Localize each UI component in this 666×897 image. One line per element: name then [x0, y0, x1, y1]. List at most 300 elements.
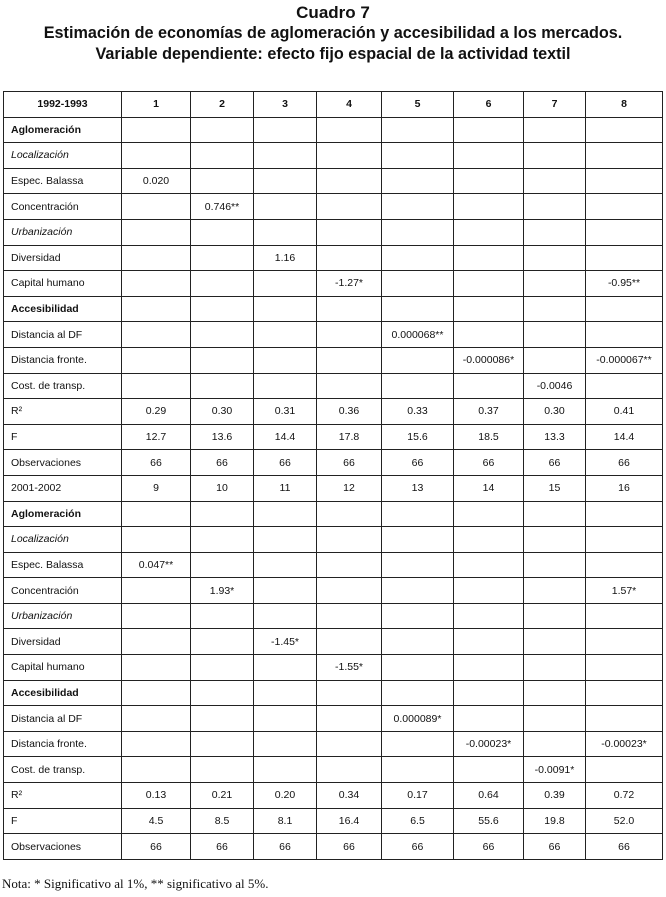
- value-cell: [317, 194, 382, 220]
- value-cell: [122, 219, 191, 245]
- value-cell: 11: [254, 475, 317, 501]
- value-cell: [191, 168, 254, 194]
- row-label-cell: Accesibilidad: [4, 296, 122, 322]
- table-row: [4, 706, 663, 732]
- value-cell: 3: [254, 92, 317, 118]
- value-cell: [586, 552, 663, 578]
- value-cell: [254, 373, 317, 399]
- table-row: [4, 783, 663, 809]
- value-cell: [382, 219, 454, 245]
- value-cell: 66: [586, 834, 663, 860]
- value-cell: 0.30: [524, 399, 586, 425]
- value-cell: [317, 578, 382, 604]
- row-label-cell: R²: [4, 783, 122, 809]
- value-cell: [122, 680, 191, 706]
- row-label-cell: Observaciones: [4, 834, 122, 860]
- value-cell: [382, 629, 454, 655]
- value-cell: [191, 117, 254, 143]
- value-cell: [191, 731, 254, 757]
- row-label-cell: Aglomeración: [4, 117, 122, 143]
- value-cell: [524, 629, 586, 655]
- value-cell: 66: [254, 450, 317, 476]
- value-cell: 13.6: [191, 424, 254, 450]
- value-cell: 1: [122, 92, 191, 118]
- value-cell: [191, 655, 254, 681]
- value-cell: 66: [382, 450, 454, 476]
- value-cell: 4: [317, 92, 382, 118]
- value-cell: [382, 731, 454, 757]
- value-cell: [191, 322, 254, 348]
- value-cell: [454, 168, 524, 194]
- value-cell: 66: [122, 834, 191, 860]
- value-cell: [586, 527, 663, 553]
- value-cell: [122, 373, 191, 399]
- row-label-cell: Espec. Balassa: [4, 168, 122, 194]
- value-cell: [317, 527, 382, 553]
- table-subtitle-1: Estimación de economías de aglomeración y accesibilidad a los mercados.: [43, 24, 623, 42]
- value-cell: 66: [317, 450, 382, 476]
- value-cell: [586, 629, 663, 655]
- value-cell: 18.5: [454, 424, 524, 450]
- value-cell: [586, 655, 663, 681]
- value-cell: 0.13: [122, 783, 191, 809]
- value-cell: [254, 731, 317, 757]
- value-cell: 14: [454, 475, 524, 501]
- value-cell: [454, 680, 524, 706]
- value-cell: 15: [524, 475, 586, 501]
- value-cell: [191, 296, 254, 322]
- value-cell: [586, 168, 663, 194]
- value-cell: [382, 527, 454, 553]
- table-subtitle-2: Variable dependiente: efecto fijo espacial de la actividad textil: [95, 45, 571, 63]
- value-cell: [586, 680, 663, 706]
- table-row: [4, 629, 663, 655]
- value-cell: [191, 219, 254, 245]
- value-cell: 66: [317, 834, 382, 860]
- value-cell: [254, 143, 317, 169]
- value-cell: -1.55*: [317, 655, 382, 681]
- row-label-cell: Cost. de transp.: [4, 373, 122, 399]
- value-cell: [122, 527, 191, 553]
- value-cell: [122, 322, 191, 348]
- value-cell: [454, 527, 524, 553]
- value-cell: 6.5: [382, 808, 454, 834]
- value-cell: 0.41: [586, 399, 663, 425]
- value-cell: [317, 706, 382, 732]
- value-cell: -0.0046: [524, 373, 586, 399]
- value-cell: [122, 271, 191, 297]
- value-cell: [382, 552, 454, 578]
- value-cell: [382, 245, 454, 271]
- value-cell: [191, 501, 254, 527]
- value-cell: [122, 706, 191, 732]
- value-cell: 0.21: [191, 783, 254, 809]
- value-cell: [454, 757, 524, 783]
- table-row: [4, 194, 663, 220]
- table-row: [4, 450, 663, 476]
- row-label-cell: 1992-1993: [4, 92, 122, 118]
- value-cell: 8.1: [254, 808, 317, 834]
- results-table-body: [4, 92, 663, 860]
- value-cell: 4.5: [122, 808, 191, 834]
- value-cell: 0.31: [254, 399, 317, 425]
- value-cell: 52.0: [586, 808, 663, 834]
- value-cell: [524, 731, 586, 757]
- value-cell: 0.30: [191, 399, 254, 425]
- value-cell: 8.5: [191, 808, 254, 834]
- value-cell: [122, 629, 191, 655]
- value-cell: 0.33: [382, 399, 454, 425]
- value-cell: [524, 552, 586, 578]
- row-label-cell: Accesibilidad: [4, 680, 122, 706]
- value-cell: 0.29: [122, 399, 191, 425]
- value-cell: [454, 501, 524, 527]
- value-cell: 0.72: [586, 783, 663, 809]
- row-label-cell: Distancia fronte.: [4, 731, 122, 757]
- table-row: [4, 552, 663, 578]
- value-cell: [254, 194, 317, 220]
- value-cell: 0.37: [454, 399, 524, 425]
- value-cell: 1.93*: [191, 578, 254, 604]
- value-cell: [524, 706, 586, 732]
- row-label-cell: F: [4, 808, 122, 834]
- value-cell: [254, 501, 317, 527]
- value-cell: [382, 655, 454, 681]
- value-cell: [254, 117, 317, 143]
- value-cell: [586, 603, 663, 629]
- value-cell: [254, 527, 317, 553]
- value-cell: 16.4: [317, 808, 382, 834]
- value-cell: [586, 322, 663, 348]
- value-cell: [317, 731, 382, 757]
- value-cell: [317, 322, 382, 348]
- value-cell: [524, 245, 586, 271]
- value-cell: -1.27*: [317, 271, 382, 297]
- value-cell: [254, 322, 317, 348]
- value-cell: 66: [191, 450, 254, 476]
- value-cell: [254, 706, 317, 732]
- value-cell: 66: [122, 450, 191, 476]
- value-cell: 66: [524, 450, 586, 476]
- value-cell: [586, 194, 663, 220]
- value-cell: 66: [454, 450, 524, 476]
- value-cell: [317, 373, 382, 399]
- row-label-cell: Capital humano: [4, 271, 122, 297]
- table-row: [4, 168, 663, 194]
- value-cell: [254, 271, 317, 297]
- value-cell: 0.17: [382, 783, 454, 809]
- value-cell: [454, 117, 524, 143]
- value-cell: 13: [382, 475, 454, 501]
- value-cell: 19.8: [524, 808, 586, 834]
- value-cell: [382, 117, 454, 143]
- value-cell: 16: [586, 475, 663, 501]
- value-cell: 13.3: [524, 424, 586, 450]
- value-cell: [317, 143, 382, 169]
- table-row: [4, 296, 663, 322]
- value-cell: [382, 168, 454, 194]
- table-row: [4, 373, 663, 399]
- value-cell: 12: [317, 475, 382, 501]
- value-cell: 0.047**: [122, 552, 191, 578]
- row-label-cell: Distancia al DF: [4, 322, 122, 348]
- value-cell: [382, 603, 454, 629]
- value-cell: 0.64: [454, 783, 524, 809]
- table-note: Nota: * Significativo al 1%, ** significativo al 5%.: [2, 876, 269, 891]
- value-cell: 0.34: [317, 783, 382, 809]
- row-label-cell: Concentración: [4, 578, 122, 604]
- value-cell: 0.000068**: [382, 322, 454, 348]
- row-label-cell: Distancia al DF: [4, 706, 122, 732]
- value-cell: [382, 271, 454, 297]
- value-cell: [191, 706, 254, 732]
- row-label-cell: Diversidad: [4, 245, 122, 271]
- value-cell: [254, 552, 317, 578]
- row-label-cell: 2001-2002: [4, 475, 122, 501]
- table-row: [4, 731, 663, 757]
- value-cell: 0.000089*: [382, 706, 454, 732]
- table-row: [4, 143, 663, 169]
- value-cell: 0.020: [122, 168, 191, 194]
- value-cell: 1.57*: [586, 578, 663, 604]
- value-cell: [382, 143, 454, 169]
- value-cell: [524, 117, 586, 143]
- value-cell: [454, 143, 524, 169]
- value-cell: 10: [191, 475, 254, 501]
- value-cell: [586, 143, 663, 169]
- value-cell: [191, 373, 254, 399]
- row-label-cell: Capital humano: [4, 655, 122, 681]
- value-cell: 66: [524, 834, 586, 860]
- value-cell: -0.000067**: [586, 347, 663, 373]
- table-row: [4, 757, 663, 783]
- value-cell: [382, 501, 454, 527]
- value-cell: [122, 731, 191, 757]
- value-cell: 15.6: [382, 424, 454, 450]
- value-cell: 0.20: [254, 783, 317, 809]
- row-label-cell: F: [4, 424, 122, 450]
- row-label-cell: Concentración: [4, 194, 122, 220]
- value-cell: 55.6: [454, 808, 524, 834]
- value-cell: [317, 347, 382, 373]
- table-row: [4, 680, 663, 706]
- value-cell: [454, 578, 524, 604]
- value-cell: [122, 655, 191, 681]
- value-cell: [122, 117, 191, 143]
- value-cell: [524, 194, 586, 220]
- row-label-cell: Distancia fronte.: [4, 347, 122, 373]
- table-row: [4, 322, 663, 348]
- value-cell: [524, 527, 586, 553]
- value-cell: [524, 655, 586, 681]
- value-cell: -0.0091*: [524, 757, 586, 783]
- value-cell: [254, 219, 317, 245]
- value-cell: -0.000086*: [454, 347, 524, 373]
- row-label-cell: Cost. de transp.: [4, 757, 122, 783]
- value-cell: [122, 578, 191, 604]
- value-cell: -0.00023*: [586, 731, 663, 757]
- value-cell: [586, 245, 663, 271]
- value-cell: [191, 757, 254, 783]
- value-cell: [586, 373, 663, 399]
- value-cell: [524, 143, 586, 169]
- value-cell: [317, 757, 382, 783]
- row-label-cell: Urbanización: [4, 603, 122, 629]
- results-table: [3, 91, 663, 860]
- value-cell: [524, 322, 586, 348]
- value-cell: [586, 117, 663, 143]
- value-cell: [454, 629, 524, 655]
- table-row: [4, 501, 663, 527]
- value-cell: [454, 296, 524, 322]
- value-cell: [524, 168, 586, 194]
- value-cell: [586, 501, 663, 527]
- value-cell: [524, 347, 586, 373]
- value-cell: [454, 245, 524, 271]
- table-row: [4, 527, 663, 553]
- value-cell: [317, 117, 382, 143]
- value-cell: 6: [454, 92, 524, 118]
- value-cell: 66: [191, 834, 254, 860]
- row-label-cell: Aglomeración: [4, 501, 122, 527]
- value-cell: 14.4: [254, 424, 317, 450]
- row-label-cell: Espec. Balassa: [4, 552, 122, 578]
- value-cell: [122, 296, 191, 322]
- table-row: [4, 424, 663, 450]
- value-cell: [586, 219, 663, 245]
- value-cell: 0.39: [524, 783, 586, 809]
- value-cell: [454, 194, 524, 220]
- value-cell: 17.8: [317, 424, 382, 450]
- row-label-cell: Diversidad: [4, 629, 122, 655]
- value-cell: [454, 603, 524, 629]
- table-row: [4, 834, 663, 860]
- value-cell: [524, 219, 586, 245]
- value-cell: [191, 603, 254, 629]
- value-cell: [254, 347, 317, 373]
- value-cell: [317, 296, 382, 322]
- value-cell: [254, 168, 317, 194]
- value-cell: 9: [122, 475, 191, 501]
- value-cell: [454, 706, 524, 732]
- value-cell: [382, 194, 454, 220]
- value-cell: -0.00023*: [454, 731, 524, 757]
- value-cell: [254, 603, 317, 629]
- value-cell: [122, 603, 191, 629]
- value-cell: [317, 552, 382, 578]
- table-row: [4, 655, 663, 681]
- table-caption: [0, 2, 666, 65]
- value-cell: [524, 680, 586, 706]
- table-row: [4, 347, 663, 373]
- row-label-cell: Observaciones: [4, 450, 122, 476]
- value-cell: [524, 501, 586, 527]
- table-row: [4, 475, 663, 501]
- value-cell: [382, 347, 454, 373]
- value-cell: 8: [586, 92, 663, 118]
- table-row: [4, 603, 663, 629]
- value-cell: -1.45*: [254, 629, 317, 655]
- value-cell: [254, 578, 317, 604]
- value-cell: [122, 757, 191, 783]
- value-cell: [191, 552, 254, 578]
- value-cell: 66: [382, 834, 454, 860]
- value-cell: 14.4: [586, 424, 663, 450]
- value-cell: [454, 373, 524, 399]
- row-label-cell: R²: [4, 399, 122, 425]
- value-cell: 66: [586, 450, 663, 476]
- value-cell: [254, 296, 317, 322]
- value-cell: [317, 219, 382, 245]
- table-row: [4, 245, 663, 271]
- value-cell: 66: [254, 834, 317, 860]
- value-cell: [317, 168, 382, 194]
- value-cell: [524, 603, 586, 629]
- value-cell: [454, 219, 524, 245]
- value-cell: [382, 296, 454, 322]
- value-cell: [524, 271, 586, 297]
- value-cell: [524, 296, 586, 322]
- value-cell: 2: [191, 92, 254, 118]
- value-cell: [586, 757, 663, 783]
- value-cell: [191, 347, 254, 373]
- value-cell: [382, 578, 454, 604]
- value-cell: [454, 271, 524, 297]
- table-row: [4, 92, 663, 118]
- value-cell: [524, 578, 586, 604]
- value-cell: 7: [524, 92, 586, 118]
- value-cell: [191, 271, 254, 297]
- value-cell: [122, 194, 191, 220]
- value-cell: [191, 245, 254, 271]
- value-cell: [454, 552, 524, 578]
- value-cell: [122, 245, 191, 271]
- value-cell: [254, 680, 317, 706]
- value-cell: [317, 603, 382, 629]
- table-title: Cuadro 7: [296, 3, 370, 22]
- row-label-cell: Localización: [4, 143, 122, 169]
- table-row: [4, 578, 663, 604]
- table-row: [4, 117, 663, 143]
- table-row: [4, 399, 663, 425]
- value-cell: 0.746**: [191, 194, 254, 220]
- value-cell: 66: [454, 834, 524, 860]
- value-cell: [122, 347, 191, 373]
- value-cell: [122, 143, 191, 169]
- table-row: [4, 808, 663, 834]
- value-cell: [317, 680, 382, 706]
- value-cell: [454, 655, 524, 681]
- value-cell: [191, 680, 254, 706]
- value-cell: 0.36: [317, 399, 382, 425]
- value-cell: [454, 322, 524, 348]
- table-row: [4, 219, 663, 245]
- value-cell: [122, 501, 191, 527]
- value-cell: [254, 655, 317, 681]
- value-cell: [586, 706, 663, 732]
- value-cell: [317, 629, 382, 655]
- value-cell: [382, 757, 454, 783]
- value-cell: [382, 680, 454, 706]
- value-cell: 1.16: [254, 245, 317, 271]
- row-label-cell: Localización: [4, 527, 122, 553]
- value-cell: [254, 757, 317, 783]
- value-cell: 12.7: [122, 424, 191, 450]
- value-cell: [191, 143, 254, 169]
- value-cell: [191, 527, 254, 553]
- value-cell: [191, 629, 254, 655]
- value-cell: [382, 373, 454, 399]
